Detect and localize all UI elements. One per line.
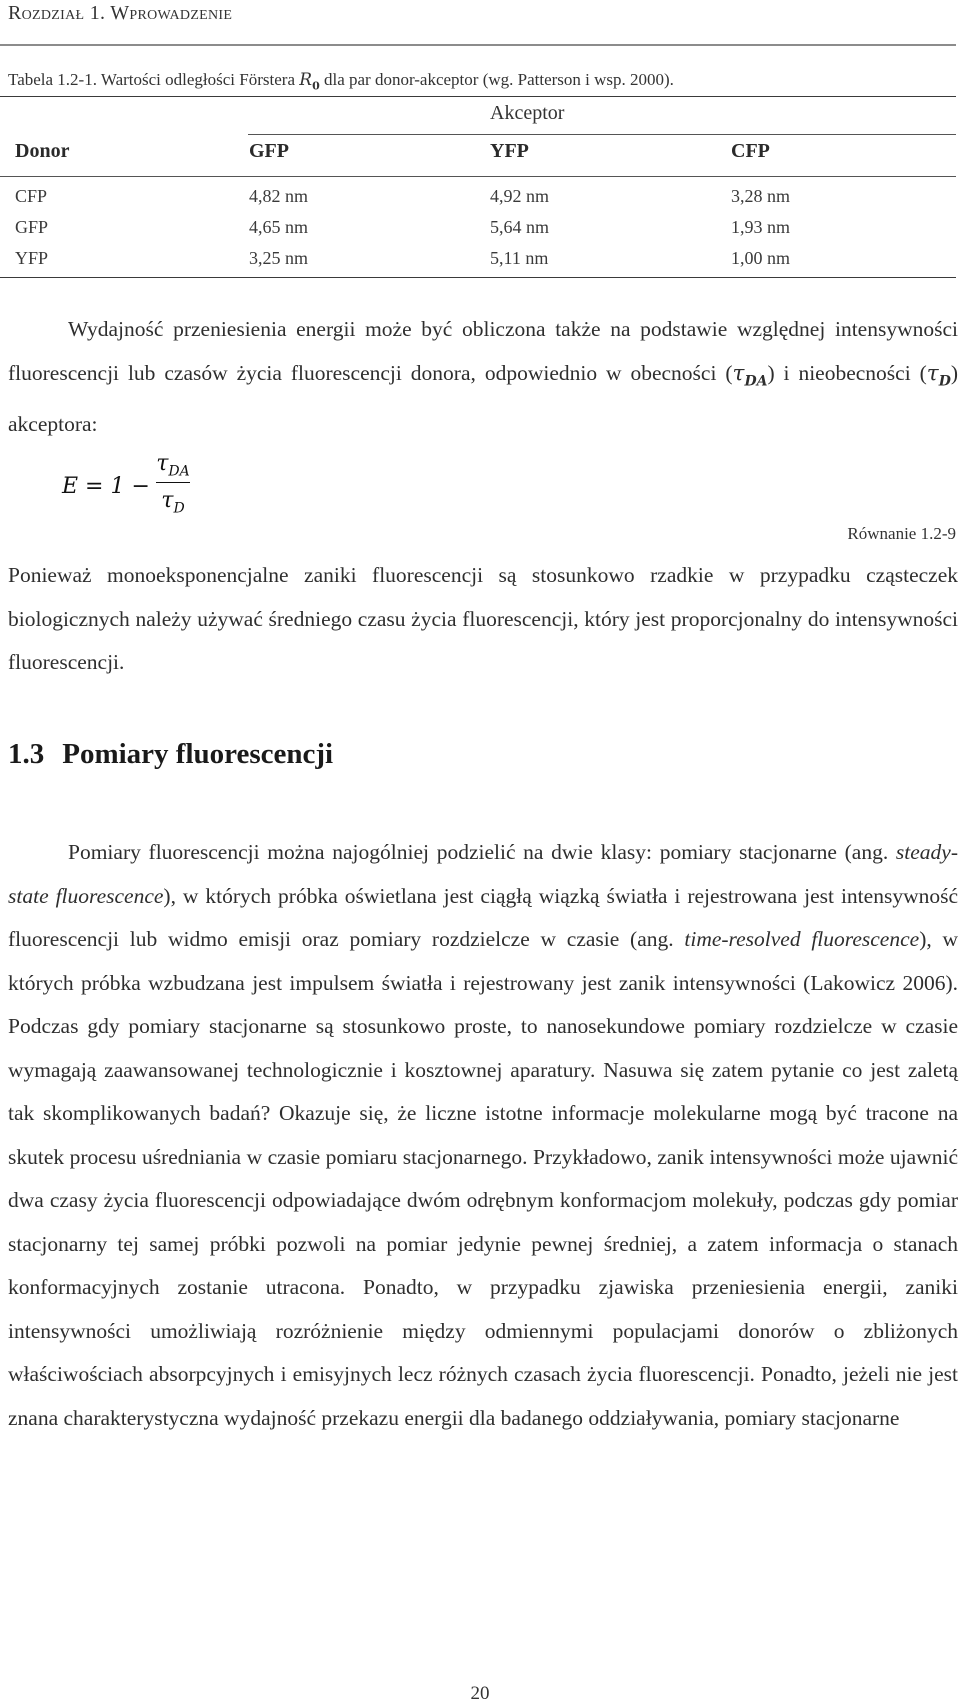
table-row xyxy=(0,244,956,275)
table-cell: 3,28 nm xyxy=(731,186,791,206)
equation-lhs: E = 1 − xyxy=(62,474,150,499)
caption-symbol: $R_0$ xyxy=(299,70,320,93)
paragraph-measurement-types: Pomiary fluorescencji można najogólniej podzielić na dwie klasy: pomiary stacjonarne (ang. steady-state fluorescence), w których próbka oświetlana jest ciągłą wiązką światła i rejestrowana jest intensywność fluorescencji lub widmo emisji oraz pomiary rozdzielcze w czasie (ang. time-resolved fluorescence), w których próbka wzbudzana jest impulsem światła i rejestrowany jest zanik intensywności (Lakowicz 2006). Podczas gdy pomiary stacjonarne są stosunkowo proste, to nanosekundowe pomiary rozdzielcze w czasie wymagają zaawansowanej technologicznie i kosztownej aparatury. Nasuwa się zatem pytanie co jest zaletą tak skomplikowanych badań? Okazuje się, że liczne istotne informacje molekularne mogą być tracone na skutek procesu uśredniania w czasie pomiaru stacjonarnego. Przykładowo, zanik intensywności może ujawnić dwa czasy życia fluorescencji odpowiadające dwóm odrębnym konformacjom molekuły, podczas gdy pomiar stacjonarny tej samej próbki pozwoli na pomiar jedynie pewnej średniej, a zatem informacja o stanach konformacyjnych zostanie utracona. Ponadto, w przypadku zjawiska przeniesienia energii, zaniki intensywności umożliwiają rozróżnienie między odmiennymi populacjami donorów o zbliżonych właściwościach absorpcyjnych i emisyjnych lecz różnych czasach życia fluorescencji. Ponadto, jeżeli nie jest znana charakterystyczna wydajność przekazu energii dla badanego oddziaływania, pomiary stacjonarne xyxy=(8,840,959,1430)
caption-prefix: Tabela 1.2-1. Wartości odległości Förstera xyxy=(8,70,300,89)
fraction-bar xyxy=(156,482,190,483)
table-cell: 1,93 nm xyxy=(731,217,791,237)
table-cell: 4,65 nm xyxy=(249,217,309,237)
caption-suffix: dla par donor-akceptor (wg. Patterson i wsp. 2000). xyxy=(319,70,674,89)
equation-fraction xyxy=(156,451,190,517)
table-cell: 5,64 nm xyxy=(490,217,550,237)
table-cell: 5,11 nm xyxy=(490,248,549,268)
symbol-tau-da: $\tau_{DA}$ xyxy=(732,360,768,389)
table-cell: CFP xyxy=(15,186,48,206)
table-header-row xyxy=(0,138,956,172)
table-cell: 1,00 nm xyxy=(731,248,791,268)
symbol-tau-d: $\tau_D$ xyxy=(926,360,951,389)
page-number: 20 xyxy=(470,1683,490,1704)
running-header: Rozdział 1. Wprowadzenie xyxy=(8,2,233,24)
table-row xyxy=(0,182,956,213)
table-cell: GFP xyxy=(15,217,49,237)
column-header-cfp: CFP xyxy=(731,140,770,162)
paragraph-efficiency-intro: Wydajność przeniesienia energii może być obliczona także na podstawie względnej intensywności fluorescencji lub czasów życia fluorescencji donora, odpowiednio w obecności $(\tau_{DA})$ i nieobecności $(\tau_D)$ akceptora: xyxy=(8,317,958,437)
forster-distance-table xyxy=(0,96,956,268)
equation-label: Równanie 1.2-9 xyxy=(847,524,956,543)
table-header-rule xyxy=(0,176,956,177)
section-title: Pomiary fluorescencji xyxy=(62,738,334,770)
fraction-denominator: $\tau_D$ xyxy=(161,488,185,517)
column-header-yfp: YFP xyxy=(490,140,529,162)
acceptor-group-header: Akceptor xyxy=(490,102,565,124)
table-cell: 3,25 nm xyxy=(249,248,309,268)
table-cell: 4,82 nm xyxy=(249,186,309,206)
header-rule xyxy=(0,44,956,46)
table-caption xyxy=(8,70,674,92)
section-heading xyxy=(8,738,333,771)
term-steady-state: steady-state fluorescence xyxy=(8,840,958,908)
fraction-numerator: $\tau_{DA}$ xyxy=(156,451,190,480)
paragraph-mean-lifetime: Ponieważ monoeksponencjalne zaniki fluorescencji są stosunkowo rzadkie w przypadku cząsteczek biologicznych należy używać średniego czasu życia fluorescencji, który jest proporcjonalny do intensywności fluorescencji. xyxy=(8,563,958,674)
table-cell: 4,92 nm xyxy=(490,186,550,206)
term-time-resolved: time-resolved fluorescence xyxy=(684,927,920,951)
table-body xyxy=(0,182,956,275)
table-bottom-rule xyxy=(0,277,956,278)
section-number: 1.3 xyxy=(8,738,45,770)
table-top-rule xyxy=(0,96,956,97)
column-header-donor: Donor xyxy=(15,140,70,162)
acceptor-group-rule xyxy=(248,134,956,135)
table-row xyxy=(0,213,956,244)
column-header-gfp: GFP xyxy=(249,140,289,162)
table-cell: YFP xyxy=(15,248,49,268)
